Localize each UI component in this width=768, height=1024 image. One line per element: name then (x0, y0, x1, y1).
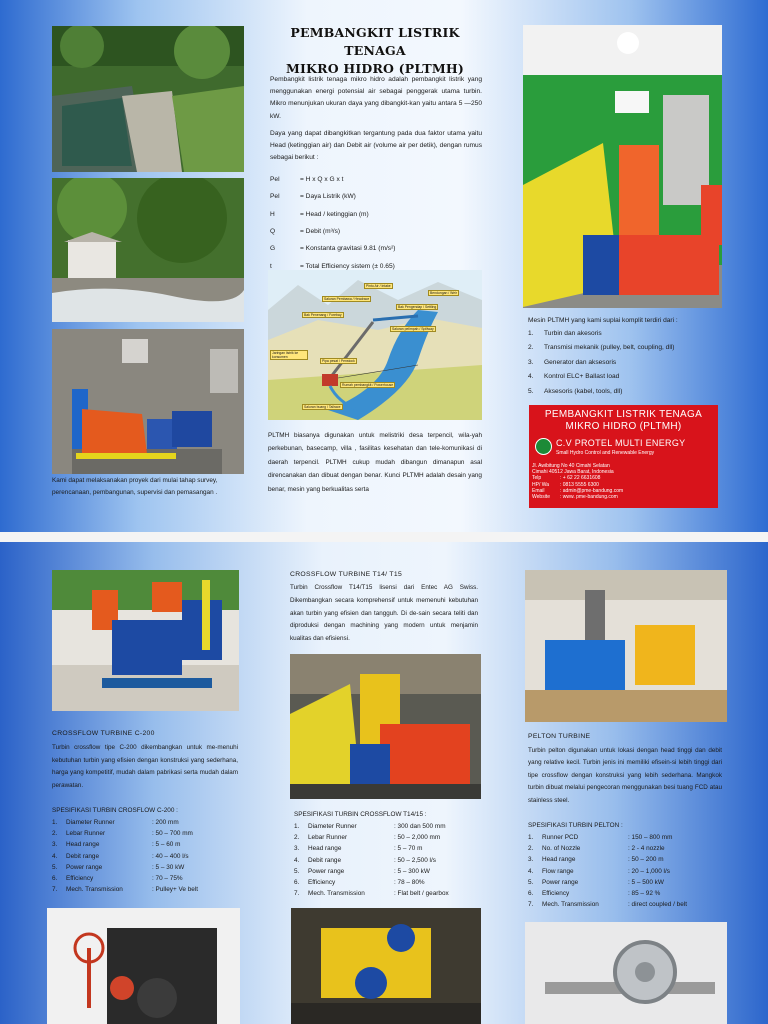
spec-row: 3. Head range : 5 – 70 m (294, 845, 423, 853)
pelton-spec: SPESIFIKASI TURBIN PELTON : 1. Runner PCD : 150 – 800 mm 2. No. of Nozzle : 2 - 4 nozzle 3. Head range : 50 – 200 m 4. Flow range : 20 – 1,000 l/s 5. Power range : 5 – 500 kW 6. Efficiency : 85 – 92 % 7. Mech. Transmission : direct coupled / belt (528, 818, 724, 910)
company-name: C.V PROTEL MULTI ENERGY (556, 438, 686, 448)
power-text: Daya yang dapat dibangkitkan tergantung pada dua faktor utama yaitu Head (ketinggian air) dan Debit air (volume air per detik), dengan rumus sebagai berikut : (270, 130, 482, 162)
list-item: 4. Kontrol ELC+ Ballast load (528, 373, 620, 381)
intro-text: Pembangkit listrik tenaga mikro hidro adalah pembangkit listrik yang menggunakan energi potensial air sebagai penggerak utama turbin. Mikro menunjukan ukuran daya yang dibangkit-kan yaitu antara 5 —250 kW. (270, 76, 482, 120)
list-item: 2. Transmisi mekanik (pulley, belt, coupling, dll) (528, 344, 675, 352)
spec-row: 3. Head range : 50 – 200 m (528, 856, 664, 864)
bottom-panel (0, 542, 768, 1024)
spec-row: 4. Flow range : 20 – 1,000 l/s (528, 867, 670, 875)
spec-row: 2. No. of Nozzle : 2 - 4 nozzle (528, 845, 665, 853)
photo-pelton (525, 570, 727, 722)
company-logo-icon (535, 438, 552, 455)
diagram-label: Rumah pembangkit / Powerhouse (342, 383, 394, 387)
spec-row: 1. Diameter Runner : 300 dan 500 mm (294, 823, 446, 831)
photo-turbine-install (52, 329, 244, 474)
spec-row: 2. Lebar Runner : 50 – 700 mm (52, 830, 193, 838)
spec-row: 1. Runner PCD : 150 – 800 mm (528, 834, 673, 842)
spec-row: 4. Debit range : 50 – 2,500 l/s (294, 856, 436, 864)
spec-row: 7. Mech. Transmission : direct coupled / belt (528, 901, 687, 909)
spec-row: 5. Power range : 5 – 300 kW (294, 867, 430, 875)
photo-powerhouse (52, 178, 244, 322)
spec-row: 6. Efficiency : 70 – 75% (52, 875, 183, 883)
diagram-label: Bendungan / Weir (430, 291, 458, 295)
photo-machine-room (523, 25, 722, 308)
diagram-label: Pipa pesat / Penstock (322, 359, 355, 363)
machine-intro: Mesin PLTMH yang kami suplai komplit terdiri dari : (528, 317, 678, 324)
diagram-label: Pintu Air / Intake (366, 284, 391, 288)
diagram-label: Saluran buang / Tailrace (304, 405, 341, 409)
diagram-label: Bak Penenang / Forebay (304, 313, 342, 317)
list-item: 1. Turbin dan akesoris (528, 329, 602, 337)
pelton-title: PELTON TURBINE (528, 733, 591, 740)
t14-title: CROSSFLOW TURBINE T14/ T15 (290, 571, 403, 578)
c200-title: CROSSFLOW TURBINE C-200 (52, 730, 155, 737)
t14-spec: SPESIFIKASI TURBIN CROSSFLOW T14/15 : 1. Diameter Runner : 300 dan 500 mm 2. Lebar Runner : 50 – 2,000 mm 3. Head range : 5 – 70 m 4. Debit range : 50 – 2,500 l/s 5. Power range : 5 – 300 kW 6. Efficiency : 78 – 80% 7. Mech. Transmission : Flat belt / gearbox (294, 807, 484, 899)
list-item: 3. Generator dan aksesoris (528, 358, 617, 366)
photo-t14-unit (291, 908, 481, 1024)
project-text: Kami dapat melaksanakan proyek dari mulai tahap survey, perencanaan, pembangunan, supervisi dan pemasangan . (52, 477, 218, 497)
photo-c200 (52, 570, 239, 711)
spec-row: 7. Mech. Transmission : Pulley+ Ve belt (52, 886, 199, 894)
company-box (529, 405, 718, 508)
machine-list (528, 326, 722, 399)
diagram-label: Saluran pelimpah / Spillway (392, 327, 434, 331)
formula-list: Pel = H x Q x G x t Pel = Daya Listrik (kW) H = Head / ketinggian (m) Q = Debit (m³/s) G = Konstanta gravitasi 9.81 (m/s²) t = Total Efficiency sistem (± 0.65) (270, 176, 396, 270)
spec-row: 1. Diameter Runner : 200 mm (52, 819, 179, 827)
diagram-label: Jaringan listrik ke konsumen (270, 350, 308, 360)
spec-row: 5. Power range : 5 – 500 kW (528, 878, 664, 886)
panel-divider (0, 532, 768, 542)
company-tagline: Small Hydro Control and Renewable Energy (556, 450, 655, 456)
t14-desc: Turbin Crossflow T14/T15 lisensi dari Entec AG Swiss. Dikembangkan secara komprehensif untuk memenuhi kebutuhan akan turbin yang efisien dan tangguh. Di de-sain secara teliti dan diproduksi dengan machining yang modern untuk menjamin kualitas dan efisiensi. (290, 584, 478, 643)
pelton-desc: Turbin pelton digunakan untuk lokasi dengan head tinggi dan debit yang relative kecil. Turbin jenis ini memiliki efisein-si lebih tinggi dari tipe crossflow dengan konstruksi yang lebih sederhana. Mangkok turbin dibuat melalui pengecoran menggunakan besi tuang FCD atau stainless steel. (528, 747, 722, 804)
c200-desc: Turbin crossflow tipe C-200 dikembangkan untuk me-menuhi kebutuhan turbin yang efisien dengan konstruksi yang sederhana, harga yang kompetitif, mudah dalam pabrikasi serta mudah dalam perawatan. (52, 744, 238, 789)
pltmh-diagram (268, 270, 482, 420)
diagram-label: Bak Pengendap / Settling (398, 305, 437, 309)
list-item: 5. Aksesoris (kabel, tools, dll) (528, 387, 623, 395)
spec-row: 7. Mech. Transmission : Flat belt / gearbox (294, 890, 449, 898)
photo-c200-unit (47, 908, 240, 1024)
diagram-label: Saluran Pembawa / Headrace (324, 297, 370, 301)
spec-row: 5. Power range : 5 – 30 kW (52, 863, 185, 871)
c200-spec: SPESIFIKASI TURBIN CROSFLOW C-200 : 1. Diameter Runner : 200 mm 2. Lebar Runner : 50 – 700 mm 3. Head range : 5 – 60 m 4. Debit range : 40 – 400 l/s 5. Power range : 5 – 30 kW 6. Efficiency : 70 – 75% 7. Mech. Transmission : Pulley+ Ve belt (52, 803, 242, 895)
photo-forebay (52, 26, 244, 172)
spec-row: 3. Head range : 5 – 60 m (52, 841, 181, 849)
spec-row: 4. Debit range : 40 – 400 l/s (52, 852, 189, 860)
photo-t14 (290, 654, 481, 799)
photo-pelton-runner (525, 922, 727, 1024)
usage-text: PLTMH biasanya digunakan untuk melistriki desa terpencil, wila-yah perkebunan, basecamp, villa , fasilitas kesehatan dan tele-komunikasi di daerah terpencil. PLTMH cukup mudah dibangun dimanapun asal direncanakan dan dibuat dengan benar. Kunci PLTMH adalah desain yang benar, mesin yang berkualitas serta (268, 432, 482, 493)
spec-row: 6. Efficiency : 85 – 92 % (528, 890, 661, 898)
spec-row: 6. Efficiency : 78 – 80% (294, 879, 425, 887)
box-heading: PEMBANGKIT LISTRIK TENAGA MIKRO HIDRO (PLTMH) (544, 409, 703, 432)
spec-row: 2. Lebar Runner : 50 – 2,000 mm (294, 834, 441, 842)
page-title: PEMBANGKIT LISTRIK TENAGA MIKRO HIDRO (PLTMH) (285, 25, 465, 76)
company-contact: Jl. Awibitung No 40 Cimahi Selatan Cimahi 40512 Jawa Barat, Indonesia Telp : + 62 22 6631608 HP/ Wa : 0813 5555 6300 Email : admin@pme-bandung.com Website : www. pme-bandung.com (532, 463, 624, 501)
